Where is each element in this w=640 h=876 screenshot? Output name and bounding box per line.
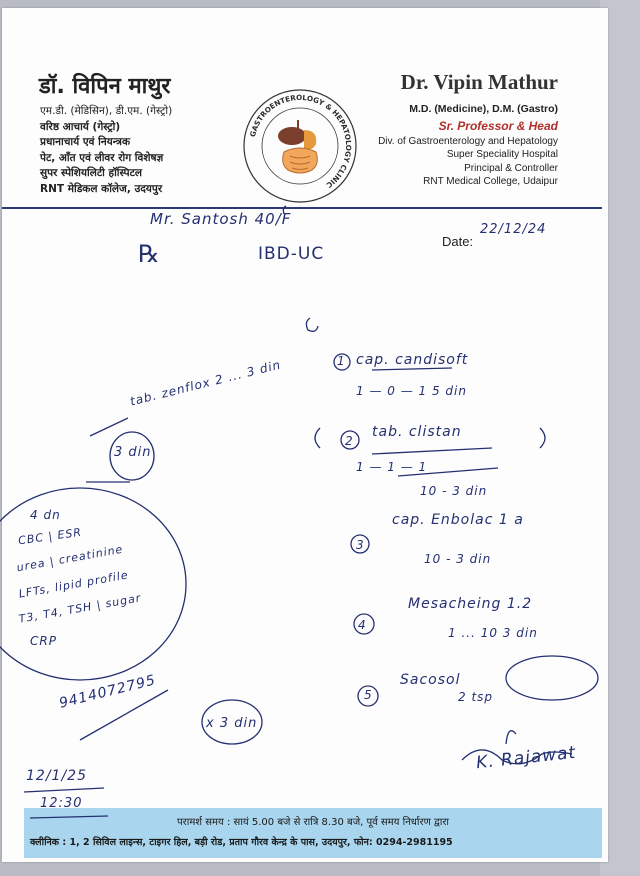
med-name: Sacosol	[400, 672, 461, 688]
followup-time: 12:30	[40, 796, 83, 811]
signature: K. Rajawat	[475, 742, 578, 774]
division-english: Div. of Gastroenterology and Hepatology	[378, 135, 558, 147]
doctor-name-hindi: डॉ. विपिन माथुर	[39, 74, 171, 99]
hospital-hindi: सुपर स्पेशियलिटी हॉस्पिटल	[40, 167, 142, 180]
clinic-logo	[240, 86, 360, 206]
med-number: 2	[345, 434, 354, 448]
med-dose: 1 — 1 — 1	[356, 460, 428, 474]
degree-hindi: एम.डी. (मेडिसिन), डी.एम. (गेस्ट्रो)	[40, 105, 173, 117]
prescription-page	[2, 8, 608, 862]
investigation-item: urea | creatinine	[15, 542, 125, 575]
college-english: RNT Medical College, Udaipur	[423, 176, 558, 187]
doctor-details-hindi	[40, 104, 172, 198]
designation-hindi: वरिष्ठ आचार्य (गेस्ट्रो)	[40, 120, 121, 133]
med-name: tab. clistan	[372, 424, 462, 440]
post-english: Principal & Controller	[464, 162, 558, 174]
degree-english: M.D. (Medicine), D.M. (Gastro)	[409, 103, 558, 115]
patient-name-handwritten: Mr. Santosh 40/F	[150, 210, 292, 228]
med-dose: 2 tsp	[458, 690, 494, 704]
footer-band	[24, 808, 602, 858]
hospital-english: Super Speciality Hospital	[446, 149, 558, 160]
left-note: tab. zenflox 2 ... 3 din	[128, 357, 283, 409]
med-number: 1	[337, 354, 346, 368]
med-dose: 1 — 0 — 1 5 din	[356, 384, 467, 398]
doctor-name-english: Dr. Vipin Mathur	[400, 70, 558, 94]
followup-date: 12/1/25	[26, 768, 87, 784]
investigation-item: CRP	[30, 634, 57, 648]
role-english: Sr. Professor & Head	[438, 118, 558, 133]
date-handwritten: 22/12/24	[480, 222, 547, 237]
med-name: Mesacheing 1.2	[408, 596, 533, 612]
post-hindi: प्रधानाचार्य एवं नियन्त्रक	[40, 136, 131, 149]
diagnosis-handwritten: IBD-UC	[258, 244, 325, 264]
college-hindi: RNT मेडिकल कॉलेज, उदयपुर	[40, 182, 163, 195]
med-number: 5	[364, 688, 373, 702]
date-label: Date:	[442, 234, 474, 249]
x3-note: x 3 din	[206, 716, 258, 731]
header-rule	[2, 207, 602, 209]
footer-address: क्लीनिक : 1, 2 सिविल लाइन्स, टाइगर हिल, बड़ी रोड, प्रताप गौरव केन्द्र के पास, उदयपुर, फोन: 0294-2981195	[30, 837, 453, 848]
left-circle-note: 3 din	[114, 445, 152, 460]
doctor-details-english	[378, 103, 558, 189]
phone-handwritten: 9414072795	[57, 672, 158, 712]
specialty-hindi: पेट, आँत एवं लीवर रोग विशेषज्ञ	[40, 151, 164, 164]
med-duration: 10 - 3 din	[420, 484, 488, 498]
logo-ring-text: GASTROENTEROLOGY & HEPATOLOGY CLINIC	[247, 92, 354, 190]
med-dose: 10 - 3 din	[424, 552, 492, 566]
med-number: 3	[356, 538, 365, 552]
investigation-item: 4 dn	[30, 508, 61, 522]
med-number: 4	[358, 618, 367, 632]
investigation-item: CBC | ESR	[17, 525, 83, 548]
footer-timing: परामर्श समय : सायं 5.00 बजे से रात्रि 8.30 बजे, पूर्व समय निर्धारण द्वारा	[176, 817, 450, 828]
digestive-system-icon	[240, 86, 360, 206]
investigation-item: LFTs, lipid profile	[17, 568, 130, 601]
med-dose: 1 ... 10 3 din	[448, 626, 538, 640]
med-name: cap. Enbolac 1 a	[392, 512, 524, 528]
med-name: cap. candisoft	[356, 352, 469, 368]
investigation-item: T3, T4, TSH | sugar	[17, 591, 143, 626]
rx-symbol: ℞	[138, 240, 161, 268]
